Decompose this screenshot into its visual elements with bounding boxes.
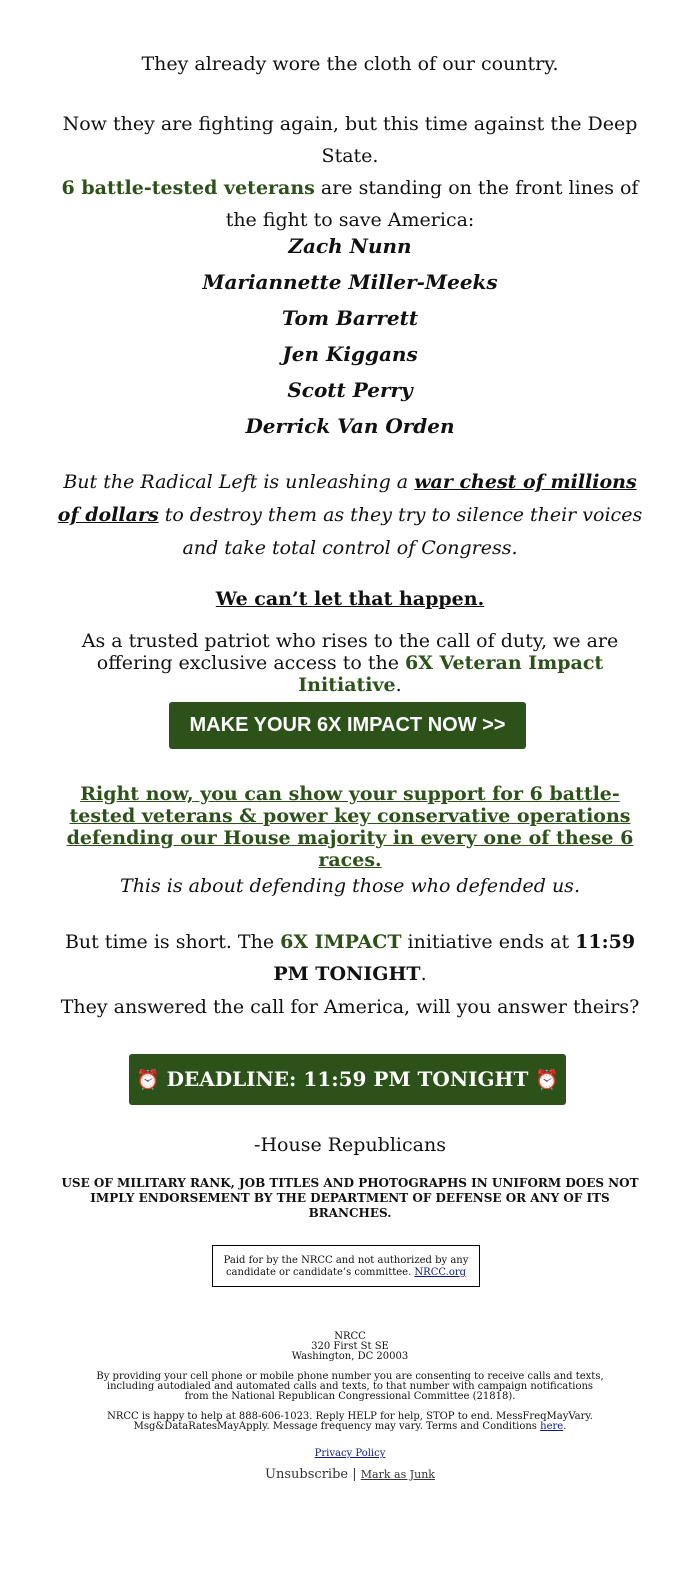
privacy-line bbox=[50, 1449, 650, 1459]
privacy-policy-link[interactable]: Privacy Policy bbox=[314, 1448, 386, 1459]
intro-line-1: They already wore the cloth of our country. bbox=[141, 53, 559, 75]
veteran-name: Tom Barrett bbox=[281, 306, 419, 330]
veterans-highlight: 6 battle-tested veterans bbox=[61, 177, 315, 199]
veterans-list bbox=[50, 228, 650, 444]
consent-text: By providing your cell phone or mobile phone number you are consenting to receive calls and texts, including autodialed and automated calls and texts, to that number with campaign notifications from the National Republican Congressional Committee (21818). bbox=[96, 1371, 604, 1402]
deadline-before: But time is short. The bbox=[64, 931, 281, 953]
veteran-name: Zach Nunn bbox=[288, 234, 412, 258]
deadline-paragraph bbox=[50, 926, 650, 990]
initiative-highlight: 6X Veteran Impact Initiative bbox=[298, 652, 604, 696]
separator: | bbox=[352, 1467, 357, 1482]
support-link[interactable]: Right now, you can show your support for 6 battle-tested veterans & power key conservative operations defending our House majority in every one of these 6 races. bbox=[66, 783, 634, 871]
help-body: NRCC is happy to help at 888-606-1023. Reply HELP for help, STOP to end. MessFreqMayVary. Msg&DataRatesMayApply. Message frequency may vary. Terms and Conditions bbox=[107, 1411, 593, 1432]
answer-line: They answered the call for America, will you answer theirs? bbox=[60, 996, 640, 1018]
street-address: 320 First St SE bbox=[311, 1341, 389, 1352]
impact-highlight: 6X IMPACT bbox=[280, 931, 402, 953]
warchest-before: But the Radical Left is unleashing a bbox=[63, 471, 415, 493]
deadline-middle: initiative ends at bbox=[401, 931, 576, 953]
footer-links bbox=[50, 1467, 650, 1483]
warchest-emphasis: war chest of millions of dollars bbox=[57, 471, 637, 526]
veteran-name: Scott Perry bbox=[287, 378, 413, 402]
defending-line: This is about defending those who defended us. bbox=[120, 875, 580, 897]
help-after: . bbox=[563, 1421, 567, 1432]
org-name: NRCC bbox=[334, 1331, 366, 1342]
deadline-button[interactable] bbox=[129, 1054, 566, 1105]
alarm-clock-icon: ⏰ bbox=[535, 1069, 559, 1091]
help-text bbox=[85, 1412, 615, 1432]
deadline-button-label: DEADLINE: 11:59 PM TONIGHT bbox=[159, 1067, 536, 1091]
deadline-time: 11:59 PM TONIGHT bbox=[273, 931, 636, 985]
alarm-clock-icon: ⏰ bbox=[136, 1069, 160, 1091]
dod-disclaimer: USE OF MILITARY RANK, JOB TITLES AND PHOTOGRAPHS IN UNIFORM DOES NOT IMPLY ENDORSEMENT BY THE DEPARTMENT OF DEFENSE OR ANY OF ITS BRANCHES. bbox=[61, 1176, 639, 1220]
veteran-name: Jen Kiggans bbox=[282, 342, 418, 366]
intro-line-2: Now they are fighting again, but this time against the Deep State. bbox=[62, 113, 638, 167]
paid-for-box bbox=[212, 1245, 480, 1287]
cant-let-heading: We can’t let that happen. bbox=[215, 588, 485, 610]
city-address: Washington, DC 20003 bbox=[291, 1351, 409, 1362]
warchest-paragraph bbox=[55, 466, 645, 565]
mark-as-junk-link[interactable]: Mark as Junk bbox=[360, 1468, 435, 1481]
warchest-after: to destroy them as they try to silence their voices and take total control of Congress. bbox=[158, 504, 643, 559]
unsubscribe-link[interactable]: Unsubscribe bbox=[265, 1467, 349, 1482]
veteran-name: Mariannette Miller-Meeks bbox=[202, 270, 498, 294]
intro-line-3: are standing on the front lines of the fight to save America: bbox=[225, 177, 639, 231]
make-impact-button[interactable]: MAKE YOUR 6X IMPACT NOW >> bbox=[169, 702, 526, 749]
intro-paragraph bbox=[50, 108, 650, 236]
veteran-name: Derrick Van Orden bbox=[245, 414, 455, 438]
signature: -House Republicans bbox=[254, 1134, 446, 1156]
offer-after: . bbox=[395, 674, 402, 696]
terms-link[interactable]: here bbox=[540, 1421, 564, 1432]
nrcc-link[interactable]: NRCC.org bbox=[414, 1267, 467, 1278]
offer-before: As a trusted patriot who rises to the call of duty, we are offering exclusive access to the bbox=[81, 630, 619, 674]
deadline-after: . bbox=[420, 963, 427, 985]
offer-paragraph bbox=[50, 630, 650, 696]
paid-for-text: Paid for by the NRCC and not authorized by any candidate or candidate’s committee. bbox=[223, 1255, 469, 1278]
